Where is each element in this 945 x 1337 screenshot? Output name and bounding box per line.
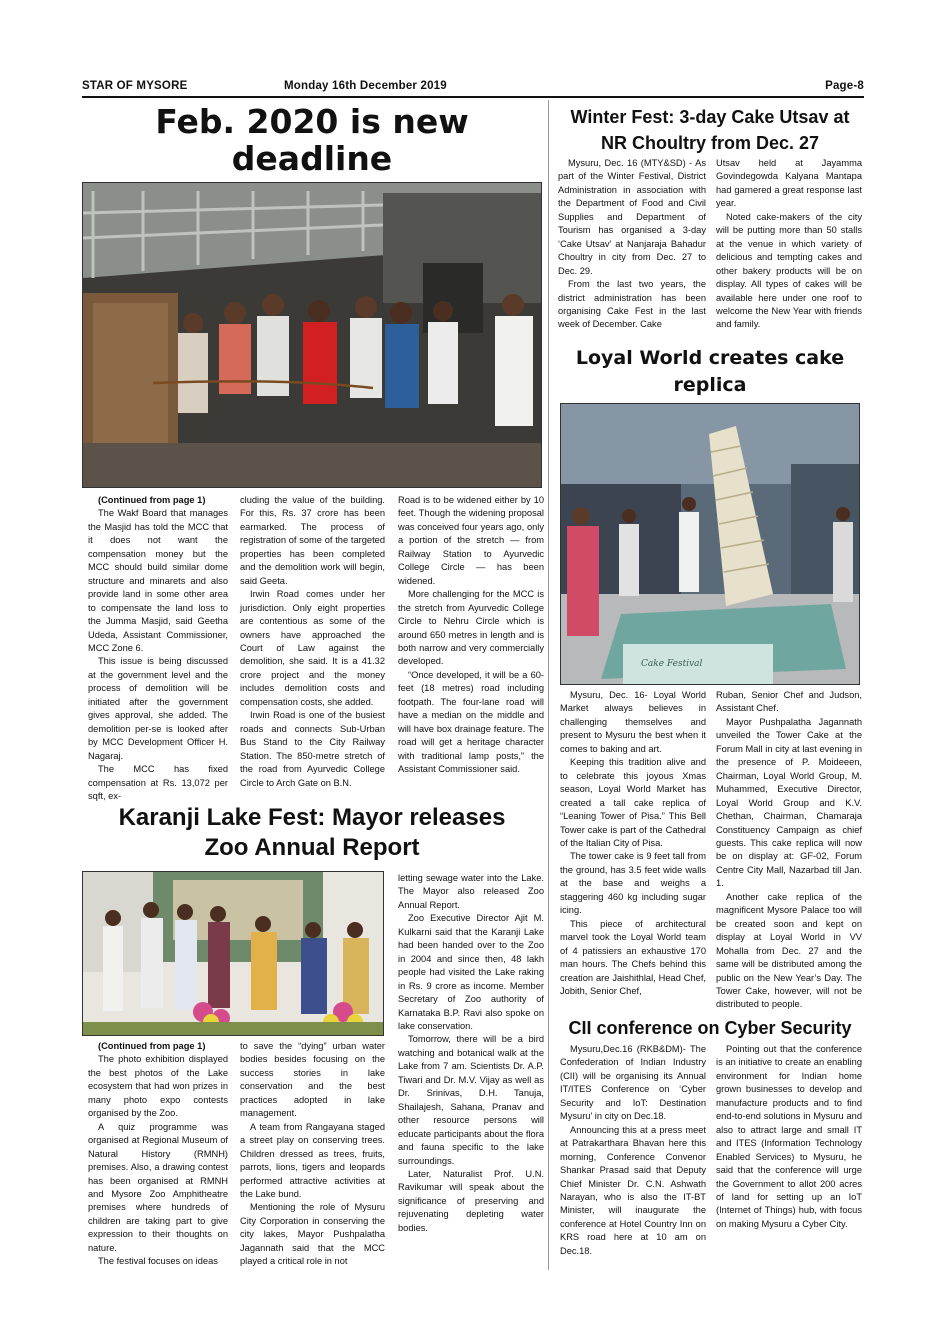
loyalworld-column-1: Mysuru, Dec. 16- Loyal World Market always believes in challenging themselves and present to Mysuru the best when it comes to baking and art. Keeping this tradition alive and to celebrate this joyous Xmas season, Loyal World Market has created a tall cake replica of “Leaning Tower of Pisa.” This Bell Tower cake is part of the Cathedral of the Italian City of Pisa. The tower cake is 9 feet tall from the ground, has 3.5 feet wide walls at the base and weighs a staggering 460 kg including sugar icing. This piece of architectural marvel took the Loyal World team of 4 patissiers an exhaustive 170 man hours. The Chefs behind this creation are Jaishithlal, Head Chef, Jobith, Senior Chef, — [560, 690, 706, 996]
irwin-road-photo — [82, 182, 542, 488]
column-divider — [548, 100, 549, 1270]
winterfest-headline: Winter Fest: 3-day Cake Utsav at NR Choultry from Dec. 27 — [570, 107, 850, 153]
irwin-column-1: (Continued from page 1) The Wakf Board that manages the Masjid has told the MCC that it does not want the compensation money but the MCC should build similar dome structure and minarets and also provide land in some other area to compensate the land loss to the Jumma Masjid, said Geetha Udeda, Assistant Commissioner, MCC Zone 6. This issue is being discussed at the government level and the process of demolition will be initiated after the government gives approval, she added. The demolition per-se is looked after by MCC Development Officer H. Nagaraj. The MCC has fixed compensation at Rs. 13,072 per sqft, ex- — [88, 495, 228, 801]
continued-label: (Continued from page 1) — [98, 495, 206, 505]
loyalworld-headline: Loyal World creates cake replica — [556, 345, 864, 426]
issue-date: Monday 16th December 2019 — [284, 80, 447, 92]
irwin-column-3: Road is to be widened either by 10 feet. Though the widening proposal was conceived four years ago, only a portion of the stretch — from Railway Station to Ayurvedic College Circle — has been widened. More challenging for the MCC is the stretch from Ayurvedic College Circle to Nehru Circle which is around 650 metres in length and is both narrow and very commercially developed. “Once developed, it will be a 60-feet (18 metres) road including footpath. The four-lane road will have a median on the middle and will have box drainage feature. The road will get a heritage character with traditional lamp posts,” the Assistant Commissioner said. — [398, 495, 544, 775]
karanji-photo — [82, 871, 384, 1036]
masthead-rule — [82, 96, 864, 98]
cii-headline: CII conference on Cyber Security — [568, 1018, 852, 1038]
cake-festival-sign: Cake Festival — [641, 659, 703, 669]
winterfest-column-2: Utsav held at Jayamma Govindegowda Kalyana Mantapa had garnered a great response last year. Noted cake-makers of the city will be putting more than 50 stalls at the venue in which variety of delicious and tempting cakes and other bakery products will be on display. All types of cakes will be available here under one roof to welcome the New Year with friends and family. — [716, 158, 862, 330]
paper-name: STAR OF MYSORE — [82, 80, 188, 92]
irwin-photo-illustration — [83, 183, 542, 488]
masthead — [82, 80, 864, 96]
cii-column-2: Pointing out that the conference is an initiative to create an enabling environment for Indian home grown businesses to develop and manufacture products and to find end-to-end solutions in Mysuru and also to attract large and small IT and ITES (Information Technology Enabled Services) to Mysuru, he said that the conference will urge the Government to allot 200 acres of land for setting up an IoT (Internet of Things) hub, with focus on making Mysuru a Cyber City. — [716, 1044, 862, 1229]
cii-column-1: Mysuru,Dec.16 (RKB&DM)- The Confederation of Indian Industry (CII) will be organising its Annual IT/ITES Conference on ‘Cyber Security and IoT: Destination Mysuru’ in city on Dec.18. Announcing this at a press meet at Patrakarthara Bhavan here this morning, Conference Convenor Shankar Prasad said that Deputy Chief Minister Dr. C.N. Ashwath Narayan, who is also the IT-BT Minister, will inaugurate the conference at Hotel Country Inn on KRS road here at 10 am on Dec.18. — [560, 1044, 706, 1256]
irwin-column-2: cluding the value of the building. For this, Rs. 37 crore has been earmarked. The process of registration of some of the targeted properties has been completed and the demolition work will begin, said Geeta. Irwin Road comes under her jurisdiction. Only eight properties are contentious as some of the owners have approached the Court of Law against the demolition, she said. It is a 41.32 crore project and the money includes demolition costs and compensation costs, she added. Irwin Road is one of the busiest roads and connects Sub-Urban Bus Stand to the City Railway Station. The 850-metre stretch of the road from Ayurvedic College Circle to Arch Gate on B.N. — [240, 495, 385, 788]
page-number: Page-8 — [825, 80, 864, 92]
karanji-headline: Karanji Lake Fest: Mayor releases Zoo Annual Report — [118, 804, 506, 861]
karanji-column-2: to save the “dying” urban water bodies besides focusing on the success stories in lake conservation and the best practices adopted in lake management. A team from Rangayana staged a street play on conserving trees. Children dressed as trees, fruits, parrots, lions, tigers and leopards performed attractive activities at the Lake bund. Mentioning the role of Mysuru City Corporation in conserving the city lakes, Mayor Pushpalatha Jagannath said that the MCC played a critical role in not — [240, 1041, 385, 1267]
winterfest-column-1: Mysuru, Dec. 16 (MTY&SD) - As part of the Winter Festival, District Administration in association with the Department of Food and Civil Supplies and Department of Tourism has organised a 3-day ‘Cake Utsav’ at Nanjaraja Bahadur Choultry in city from Dec. 27 to Dec. 29. From the last two years, the district administration has been organising Cake Fest in the last week of December. Cake — [558, 158, 706, 330]
karanji-column-3: letting sewage water into the Lake. The Mayor also released Zoo Annual Report. Zoo Executive Director Ajit M. Kulkarni said that the Karanji Lake had been handed over to the Zoo in 2004 and since then, 48 lakh people had visited the Lake raking in Rs. 9 crore as income. Member Secretary of Zoo authority of Karnataka B.P. Ravi also spoke on lake conservation. Tomorrow, there will be a bird watching and botanical walk at the Lake from 7 am. Scientists Dr. A.P. Tiwari and Dr. M.V. Vijay as well as Dr. Srinivas, D.H. Tanuja, Shailajesh, Sahana, Pranav and other resource persons will educate participants about the flora and fauna specific to the lake surroundings. Later, Naturalist Prof. U.N. Ravikumar will speak about the significance of preserving and rejuvenating depleting water bodies. — [398, 873, 544, 1233]
loyalworld-column-2: Ruban, Senior Chef and Judson, Assistant Chef. Mayor Pushpalatha Jagannath unveiled the Tower Cake at the Forum Mall in city at last evening in the presence of P. Moideeen, Chairman, Loyal World Group, M. Muhammed, Executive Director, Loyal World Group and K.V. Chethan, Chairman, Chamaraja Constituency Campaign as chief guests. This cake replica will now be on display at: GF-02, Forum Centre City Mall, Nazarbad till Jan. 1. Another cake replica of the magnificent Mysore Palace too will be created soon and kept on display at Loyal World in VV Mohalla from Dec. 27 and the same will be distributed among the public on the New Year’s Day. The Tower Cake, however, will not be distributed to people. — [716, 690, 862, 1010]
karanji-column-1: (Continued from page 1) The photo exhibition displayed the best photos of the Lake ecosystem that had won prizes in many photo expo contests organised by the Zoo. A quiz programme was organised at Regional Museum of Natural History (RMNH) premises. Also, a drawing contest has been organised at RMNH and Mysore Zoo Amphitheatre premises where hundreds of children are taking part to give expression to their thoughts on nature. The festival focuses on ideas — [88, 1041, 228, 1267]
leaning-tower-photo — [560, 403, 860, 685]
karanji-photo-illustration — [83, 872, 384, 1036]
tower-photo-illustration — [561, 404, 860, 685]
irwin-headline: Feb. 2020 is new deadline — [155, 102, 469, 178]
